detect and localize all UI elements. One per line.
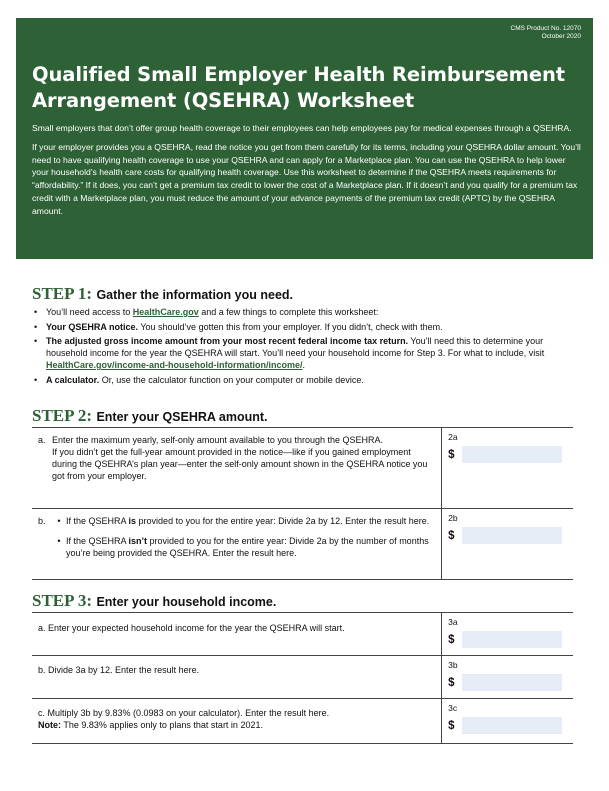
dollar-sign: $ xyxy=(448,719,455,732)
line-label-2a: 2a xyxy=(448,432,458,442)
note-text: The 9.83% applies only to plans that start in 2021. xyxy=(61,720,263,730)
question-text: If the QSEHRA xyxy=(66,516,129,526)
table-row xyxy=(32,509,573,580)
amount-field-3b[interactable] xyxy=(462,674,562,691)
note-label: Note: xyxy=(38,720,61,730)
line-label-3b: 3b xyxy=(448,660,458,670)
question-2a xyxy=(32,428,442,509)
amount-field-2a[interactable] xyxy=(462,446,562,463)
bullet-text: You should’ve gotten this from your employer. If you didn’t, check with them. xyxy=(138,321,443,332)
answer-3a xyxy=(442,613,573,656)
bullet-text: You’ll need access to xyxy=(46,307,133,317)
step1-number: STEP 1: xyxy=(32,284,92,303)
step1-heading xyxy=(32,284,293,304)
dollar-sign: $ xyxy=(448,633,455,646)
question-text: b. Divide 3a by 12. Enter the result here. xyxy=(38,665,200,675)
list-item xyxy=(32,335,577,371)
step3-title: Enter your household income. xyxy=(96,595,277,609)
product-date: October 2020 xyxy=(541,33,581,40)
intro-paragraph-2: If your employer provides you a QSEHRA, read the notice you get from them carefully for its terms, including your QSEHRA dollar amount. You’ll need to have qualifying health coverage to use your QSEHRA and can apply for a Marketplace plan. You can use the QSEHRA to help lower your household’s health care costs for qualifying health coverage. Use this worksheet to determine if the QSEHRA meets requirements for “affordability.” If it does, you can’t get a premium tax credit to lower the cost of a Marketplace plan. If it doesn’t and you qualify for a premium tax credit with a Marketplace plan, you must reduce the amount of your advance payments of the premium tax credit (APTC) by the QSEHRA amount. xyxy=(32,141,581,216)
bullet-bold: The adjusted gross income amount from your most recent federal income tax return. xyxy=(46,336,409,346)
list-item xyxy=(32,306,577,318)
income-info-link[interactable]: HealthCare.gov/income-and-household-information/income/ xyxy=(46,360,303,370)
step3-table xyxy=(32,612,573,744)
intro-paragraph-1: Small employers that don’t offer group health coverage to their employees can help employees pay for medical expenses through a QSEHRA. xyxy=(32,123,572,133)
bullet-text: . xyxy=(302,360,306,370)
question-text: Enter the maximum yearly, self-only amount available to you through the QSEHRA. xyxy=(52,435,383,445)
question-3b xyxy=(32,656,442,699)
question-text: a. Enter your expected household income for the year the QSEHRA will start. xyxy=(38,623,345,633)
dollar-sign: $ xyxy=(448,448,455,461)
question-bold: is xyxy=(128,516,137,526)
bullet-bold: Your QSEHRA notice. xyxy=(46,321,139,332)
amount-field-3a[interactable] xyxy=(462,631,562,648)
step2-number: STEP 2: xyxy=(32,406,92,425)
dollar-sign: $ xyxy=(448,676,455,689)
amount-field-2b[interactable] xyxy=(462,527,562,544)
list-item xyxy=(32,321,577,333)
answer-3c xyxy=(442,699,573,744)
row-label: a. xyxy=(38,435,46,445)
step2-title: Enter your QSEHRA amount. xyxy=(96,410,268,424)
question-text: If the QSEHRA xyxy=(66,536,129,546)
table-row xyxy=(32,428,573,509)
step3-number: STEP 3: xyxy=(32,591,92,610)
step3-heading xyxy=(32,591,276,611)
dollar-sign: $ xyxy=(448,529,455,542)
answer-2b xyxy=(442,509,573,580)
question-3a xyxy=(32,613,442,656)
bullet-text: Or, use the calculator function on your computer or mobile device. xyxy=(99,374,364,385)
bullet-text: and a few things to complete this worksheet: xyxy=(198,307,379,317)
step1-title: Gather the information you need. xyxy=(96,288,293,302)
healthcare-link[interactable]: HealthCare.gov xyxy=(132,307,199,317)
question-text: c. Multiply 3b by 9.83% (0.0983 on your calculator). Enter the result here. xyxy=(38,708,330,718)
bullet-text: You’ll need this to determine your household income for the year the QSEHRA will start. You’ll need your household income for Step 3. For what to include, visit xyxy=(46,336,545,358)
table-row xyxy=(32,613,573,656)
question-bold: isn’t xyxy=(128,536,148,546)
row-label: b. xyxy=(38,516,46,526)
answer-2a xyxy=(442,428,573,509)
page-title: Qualified Small Employer Health Reimbursement Arrangement (QSEHRA) Worksheet xyxy=(32,63,565,112)
step1-list xyxy=(32,306,577,388)
step2-table xyxy=(32,427,573,580)
header-banner xyxy=(16,18,593,259)
bullet-bold: A calculator. xyxy=(46,374,100,385)
step2-heading xyxy=(32,406,268,426)
answer-3b xyxy=(442,656,573,699)
line-label-2b: 2b xyxy=(448,513,458,523)
intro-text xyxy=(32,122,582,224)
question-2b: b. • If the QSEHRA is provided to you for the entire year: Divide 2a by 12. Enter the result here. • If the QSEHRA isn’t provided to you for the entire year: Divide 2a by the number of months you’re being provided the QSEHRA. Enter the result here. xyxy=(32,509,442,580)
amount-field-3c[interactable] xyxy=(462,717,562,734)
question-text: provided to you for the entire year: Divide 2a by the number of months you’re being provided the QSEHRA. Enter the result here. xyxy=(66,536,429,558)
table-row xyxy=(32,656,573,699)
question-text: provided to you for the entire year: Divide 2a by 12. Enter the result here. xyxy=(136,516,430,526)
table-row xyxy=(32,699,573,744)
line-label-3c: 3c xyxy=(448,703,458,713)
question-text: If you didn’t get the full-year amount provided in the notice—like if you gained employment during the QSEHRA’s plan year—enter the self-only amount shown in the QSEHRA notice you got from your employer. xyxy=(52,447,428,481)
line-label-3a: 3a xyxy=(448,617,458,627)
question-3c xyxy=(32,699,442,744)
list-item xyxy=(32,374,577,386)
product-info xyxy=(511,25,581,41)
product-number: CMS Product No. 12070 xyxy=(510,25,581,32)
